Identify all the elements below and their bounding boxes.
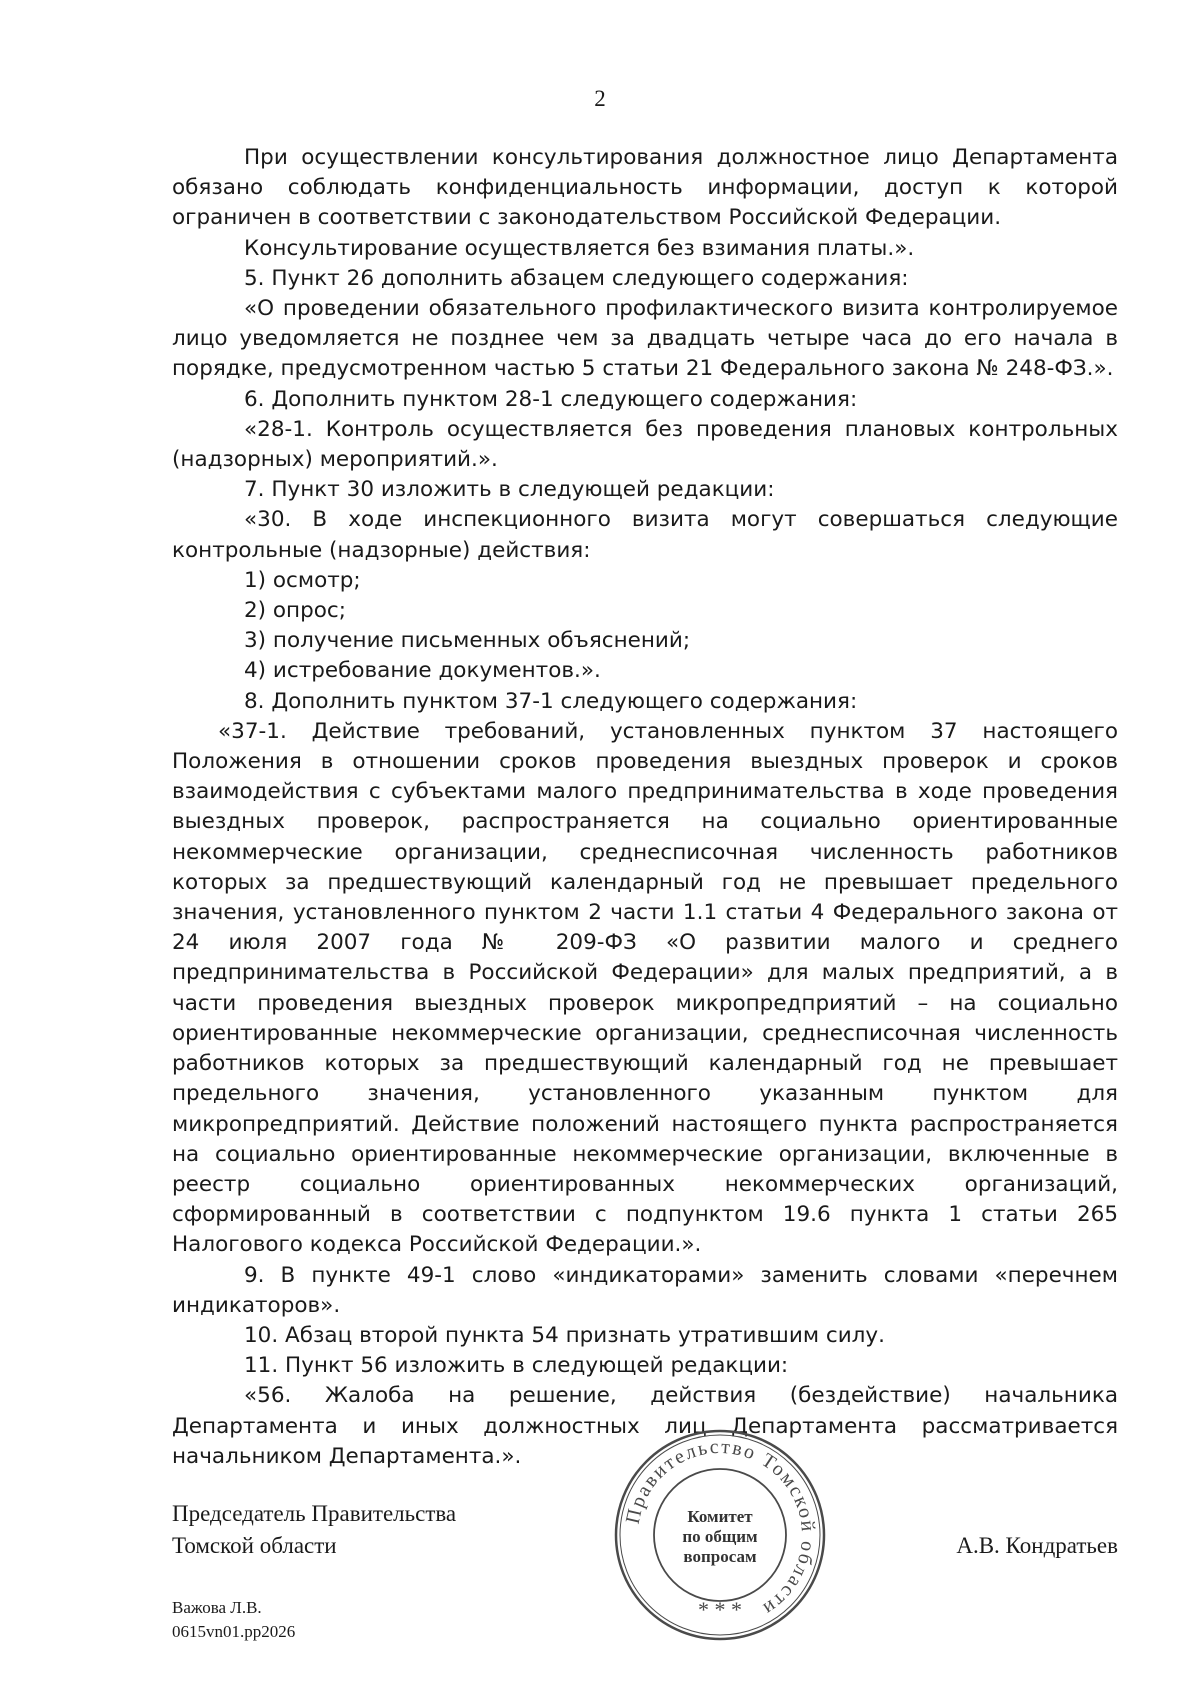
- paragraph: 7. Пункт 30 изложить в следующей редакции:: [244, 477, 775, 503]
- seal-ring-text: Правительство Томской области: [621, 1435, 820, 1621]
- paragraph: 6. Дополнить пунктом 28-1 следующего содержания:: [244, 386, 858, 412]
- paragraph: 10. Абзац второй пункта 54 признать утратившим силу.: [244, 1322, 885, 1348]
- paragraph: Консультирование осуществляется без взимания платы.».: [244, 235, 915, 261]
- signatory-position: [172, 1498, 456, 1562]
- paragraph: «28-1. Контроль осуществляется без проведения плановых контрольных (надзорных) мероприятий.».: [172, 416, 1118, 473]
- signatory-name: А.В. Кондратьев: [956, 1533, 1118, 1558]
- paragraph: При осуществлении консультирования должностное лицо Департамента обязано соблюдать конфиденциальность информации, доступ к которой ограничен в соответствии с законодательством Российской Федерации.: [172, 145, 1118, 231]
- executor-info: [172, 1596, 295, 1644]
- list-item: 2) опрос;: [244, 598, 346, 624]
- list-item: 4) истребование документов.».: [244, 658, 601, 684]
- paragraph: «О проведении обязательного профилактического визита контролируемое лицо уведомляется не позднее чем за двадцать четыре часа до его начала в порядке, предусмотренном частью 5 статьи 21 Федерального закона № 248-ФЗ.».: [172, 296, 1118, 382]
- paragraph: «30. В ходе инспекционного визита могут совершаться следующие контрольные (надзорные) действия:: [172, 507, 1118, 563]
- paragraph: 8. Дополнить пунктом 37-1 следующего содержания:: [244, 688, 858, 714]
- paragraph: «37-1. Действие требований, установленных пунктом 37 настоящего Положения в отношении сроков проведения выездных проверок и сроков взаимодействия с субъектами малого предпринимательства в ходе проведения выездных проверок, распространяется на социально ориентированные некоммерческие организации, среднесписочная численность работников которых за предшествующий календарный год не превышает предельного значения, установленного пунктом 2 части 1.1 статьи 4 Федерального закона от 24 июля 2007 года № 209-ФЗ «О развитии малого и среднего предпринимательства в Российской Федерации» для малых предприятий, а в части проведения выездных проверок микропредприятий – на социально ориентированные некоммерческие организации, среднесписочная численность работников которых за предшествующий календарный год не превышает предельного значения, установленного указанным пунктом для микропредприятий. Действие положений настоящего пункта распространяется на социально ориентированные некоммерческие организации, включенные в реестр социально ориентированных некоммерческих организаций, сформированный в соответствии с подпунктом 19.6 пункта 1 статьи 265 Налогового кодекса Российской Федерации.».: [172, 718, 1118, 1258]
- seal-stars: * * *: [698, 1597, 742, 1622]
- paragraph: 5. Пункт 26 дополнить абзацем следующего содержания:: [244, 265, 909, 291]
- official-seal: [610, 1425, 830, 1645]
- document-body: [172, 143, 1118, 1472]
- signatory-position-line: Председатель Правительства: [172, 1501, 457, 1526]
- paragraph: 11. Пункт 56 изложить в следующей редакции:: [244, 1353, 789, 1379]
- signatory-position-line: Томской области: [172, 1533, 337, 1558]
- seal-center-line: вопросам: [683, 1547, 757, 1566]
- executor-name: Важова Л.В.: [172, 1598, 262, 1617]
- paragraph: 9. В пункте 49-1 слово «индикаторами» заменить словами «перечнем индикаторов».: [172, 1262, 1118, 1318]
- seal-center-line: Комитет: [687, 1507, 753, 1526]
- page-number: 2: [594, 86, 606, 111]
- seal-center-text: [665, 1507, 775, 1567]
- list-item: 1) осмотр;: [244, 567, 361, 593]
- document-code: 0615vn01.pp2026: [172, 1622, 296, 1641]
- list-item: 3) получение письменных объяснений;: [244, 628, 691, 654]
- seal-center-line: по общим: [682, 1527, 758, 1546]
- paragraph: «56. Жалоба на решение, действия (бездействие) начальника Департамента и иных должностных лиц Департамента рассматривается начальником Департамента.».: [172, 1383, 1118, 1469]
